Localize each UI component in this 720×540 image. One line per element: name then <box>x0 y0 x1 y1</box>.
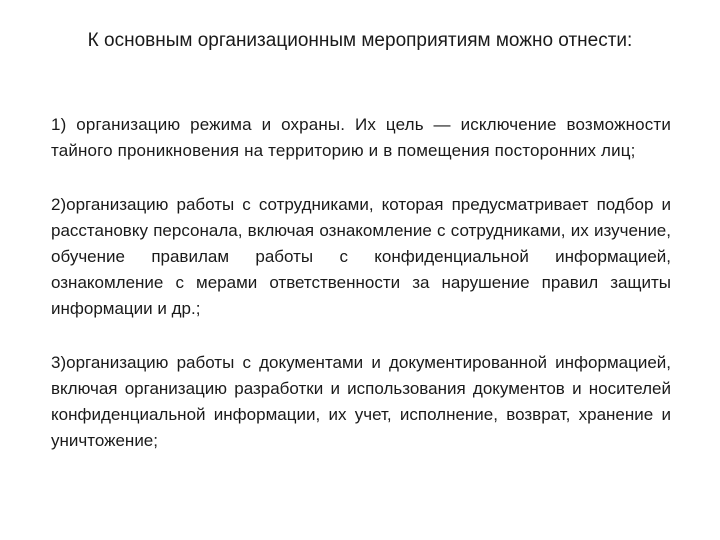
list-item-3: 3)организацию работы с документами и документированной информацией, включая организацию разработки и использования документов и носителей конфиденциальной информации, их учет, исполнение, возврат, хранение и уничтожение; <box>51 353 671 450</box>
slide-content <box>51 112 671 482</box>
list-item-1: 1) организацию режима и охраны. Их цель — исключение возможности тайного проникновения на территорию и в помещения посторонних лиц; <box>51 115 671 160</box>
slide-title: К основным организационным мероприятиям можно отнести: <box>87 30 633 51</box>
list-item-2: 2)организацию работы с сотрудниками, которая предусматривает подбор и расстановку персонала, включая ознакомление с сотрудниками, их изучение, обучение правилам работы с конфиденциальной информацией, ознакомление с мерами ответственности за нарушение правил защиты информации и др.; <box>51 195 671 318</box>
